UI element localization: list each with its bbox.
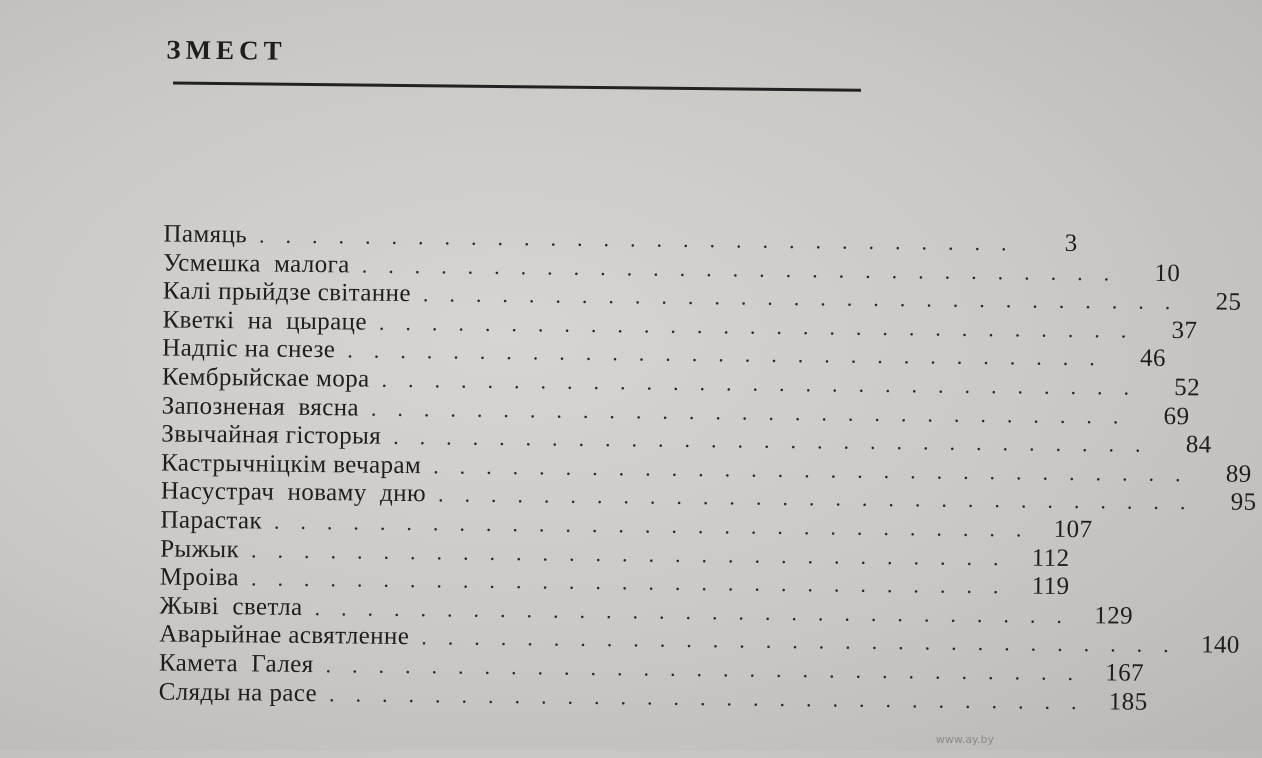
dot-leader: ............................. <box>347 337 1116 371</box>
toc-entry <box>158 677 1148 716</box>
dot-leader: ............................. <box>437 481 1207 515</box>
dot-leader: ............................. <box>250 565 1020 599</box>
dot-leader: ............................. <box>370 395 1140 429</box>
dot-leader: ............................. <box>314 594 1084 628</box>
toc-entry-page: 69 <box>1163 402 1190 430</box>
toc-entry-title: Насустрач новаму дню <box>160 477 427 508</box>
dot-leader: ............................. <box>250 536 1020 570</box>
toc-entry-page: 167 <box>1105 659 1145 687</box>
dot-leader: ............................. <box>378 309 1148 343</box>
toc-entry-page: 3 <box>1064 229 1078 258</box>
dot-leader: ............................. <box>433 453 1202 487</box>
toc-entry-page: 112 <box>1031 544 1070 572</box>
toc-entry-page: 119 <box>1031 572 1070 601</box>
dot-leader: ............................. <box>258 222 1028 256</box>
toc-entry-title: Запозненая вясна <box>161 392 360 422</box>
dot-leader: ............................. <box>422 281 1192 315</box>
toc-entry-page: 95 <box>1230 489 1257 517</box>
toc-entry-title: Надпіс на снезе <box>162 334 336 364</box>
toc-entry-page: 37 <box>1171 316 1198 345</box>
toc-entry-page: 129 <box>1094 601 1134 630</box>
toc-entry-title: Калі прыйдзе світанне <box>162 277 412 308</box>
dot-leader: ............................. <box>273 508 1043 542</box>
dot-leader: ............................. <box>361 252 1131 286</box>
dot-leader: ............................. <box>325 652 1095 686</box>
dot-leader: ............................. <box>381 366 1151 400</box>
toc-entry-title: Кветкі на цыраце <box>162 306 368 336</box>
toc-entry-title: Памяць <box>163 220 248 249</box>
toc-entry-page: 52 <box>1174 374 1201 402</box>
dot-leader: ............................. <box>328 680 1098 714</box>
toc-entry-page: 89 <box>1225 460 1252 488</box>
toc-entry-title: Жыві светла <box>159 592 303 621</box>
table-of-contents <box>158 220 1257 716</box>
toc-entry-title: Кастрычніцкім вечарам <box>160 449 422 479</box>
dot-leader: ............................. <box>393 424 1162 458</box>
toc-entry-page: 185 <box>1108 687 1148 716</box>
toc-entry-title: Кембрыйскае мора <box>161 363 370 393</box>
toc-entry-page: 140 <box>1200 631 1240 660</box>
toc-entry-title: Мроіва <box>159 563 240 592</box>
site-watermark: www.ay.by <box>935 733 994 746</box>
toc-entry-title: Рыжык <box>160 534 240 563</box>
toc-entry-title: Сляды на расе <box>158 677 318 707</box>
toc-entry-page: 46 <box>1139 345 1166 373</box>
toc-entry-title: Звычайная гісторыя <box>161 420 382 450</box>
toc-entry-title: Камета Галея <box>158 649 314 678</box>
toc-entry-page: 107 <box>1053 515 1093 544</box>
toc-entry-title: Парастак <box>160 506 263 535</box>
toc-entry-title: Усмешка малога <box>163 249 350 279</box>
toc-entry-title: Аварыйнае асвятленне <box>159 620 410 651</box>
title-divider <box>173 82 861 92</box>
page-title: ЗМЕСТ <box>166 34 287 66</box>
toc-entry-page: 25 <box>1215 288 1242 316</box>
toc-entry-page: 84 <box>1185 431 1212 459</box>
dot-leader: ............................. <box>421 624 1190 658</box>
toc-entry-page: 10 <box>1154 259 1181 287</box>
